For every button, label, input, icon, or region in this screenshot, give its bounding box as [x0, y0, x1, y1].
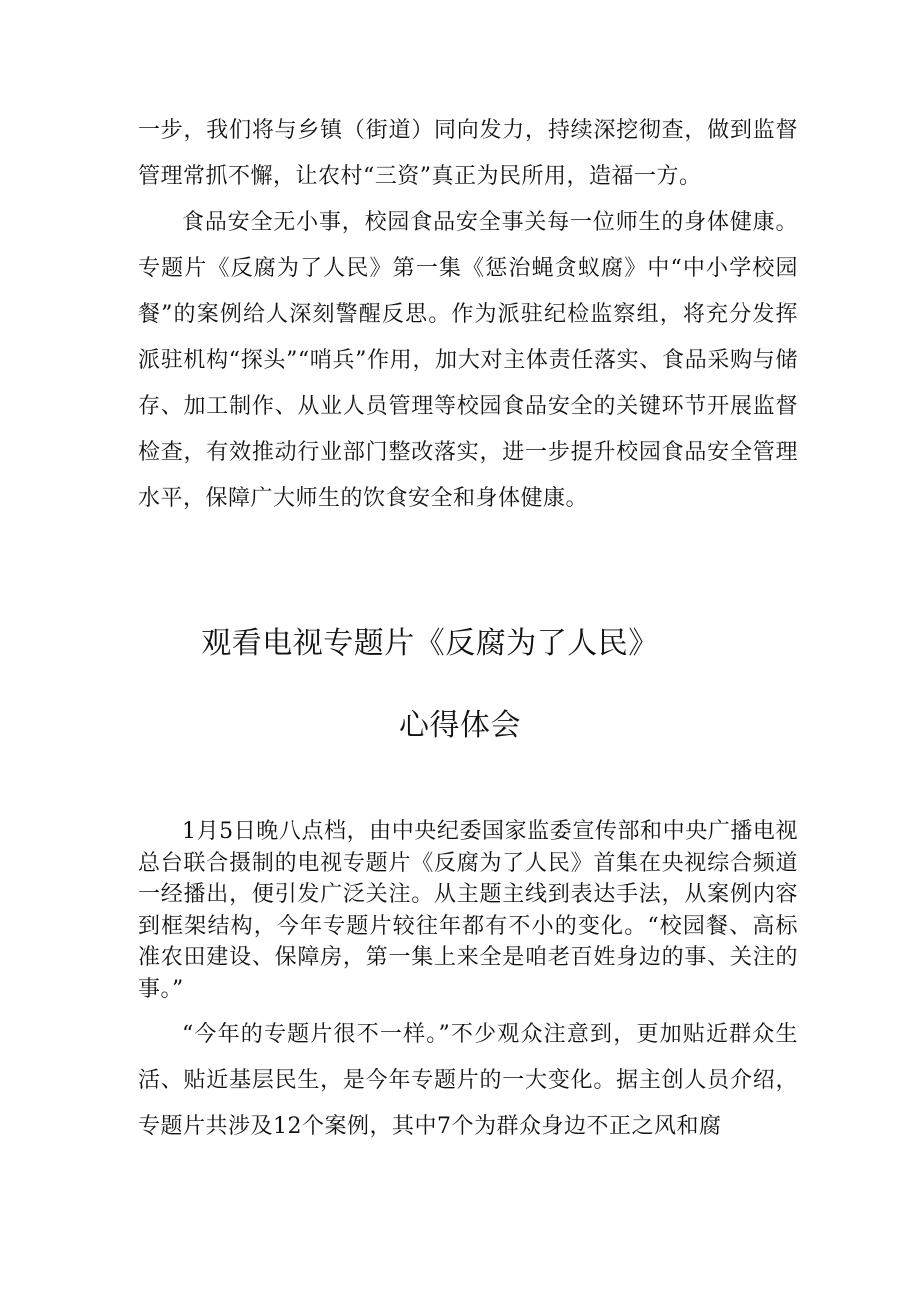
paragraph-intro: 1月5日晚八点档，由中央纪委国家监委宣传部和中央广播电视总台联合摄制的电视专题片《反腐为了人民》首集在央视综合频道一经播出，便引发广泛关注。从主题主线到表达手法，从案例内容到框架结构，今年专题片较往年都有不小的变化。“校园餐、高标准农田建设、保障房，第一集上来全是咱老百姓身边的事、关注的事。” — [138, 819, 798, 1002]
paragraph-continuation: 一步，我们将与乡镇（街道）同向发力，持续深挖彻查，做到监督管理常抓不懈，让农村“三资”真正为民所用，造福一方。 — [138, 118, 798, 189]
article-title-line-1: 观看电视专题片《反腐为了人民》 — [201, 626, 659, 661]
bottom-text-block — [138, 1012, 798, 1150]
paragraph-food-safety: 食品安全无小事，校园食品安全事关每一位师生的身体健康。专题片《反腐为了人民》第一集《惩治蝇贪蚁腐》中“中小学校园餐”的案例给人深刻警醒反思。作为派驻纪检监察组，将充分发挥派驻机构“探头”“哨兵”作用，加大对主体责任落实、食品采购与储存、加工制作、从业人员管理等校园食品安全的关键环节开展监督检查，有效推动行业部门整改落实，进一步提升校园食品安全管理水平，保障广大师生的饮食安全和身体健康。 — [138, 210, 798, 511]
top-text-block — [138, 108, 798, 522]
article-title-line-2: 心得体会 — [399, 708, 521, 743]
intro-text-block — [138, 816, 798, 1005]
paragraph-changes: “今年的专题片很不一样。”不少观众注意到，更加贴近群众生活、贴近基层民生，是今年专题片的一大变化。据主创人员介绍，专题片共涉及12个案例，其中7个为群众身边不正之风和腐 — [138, 1022, 798, 1139]
